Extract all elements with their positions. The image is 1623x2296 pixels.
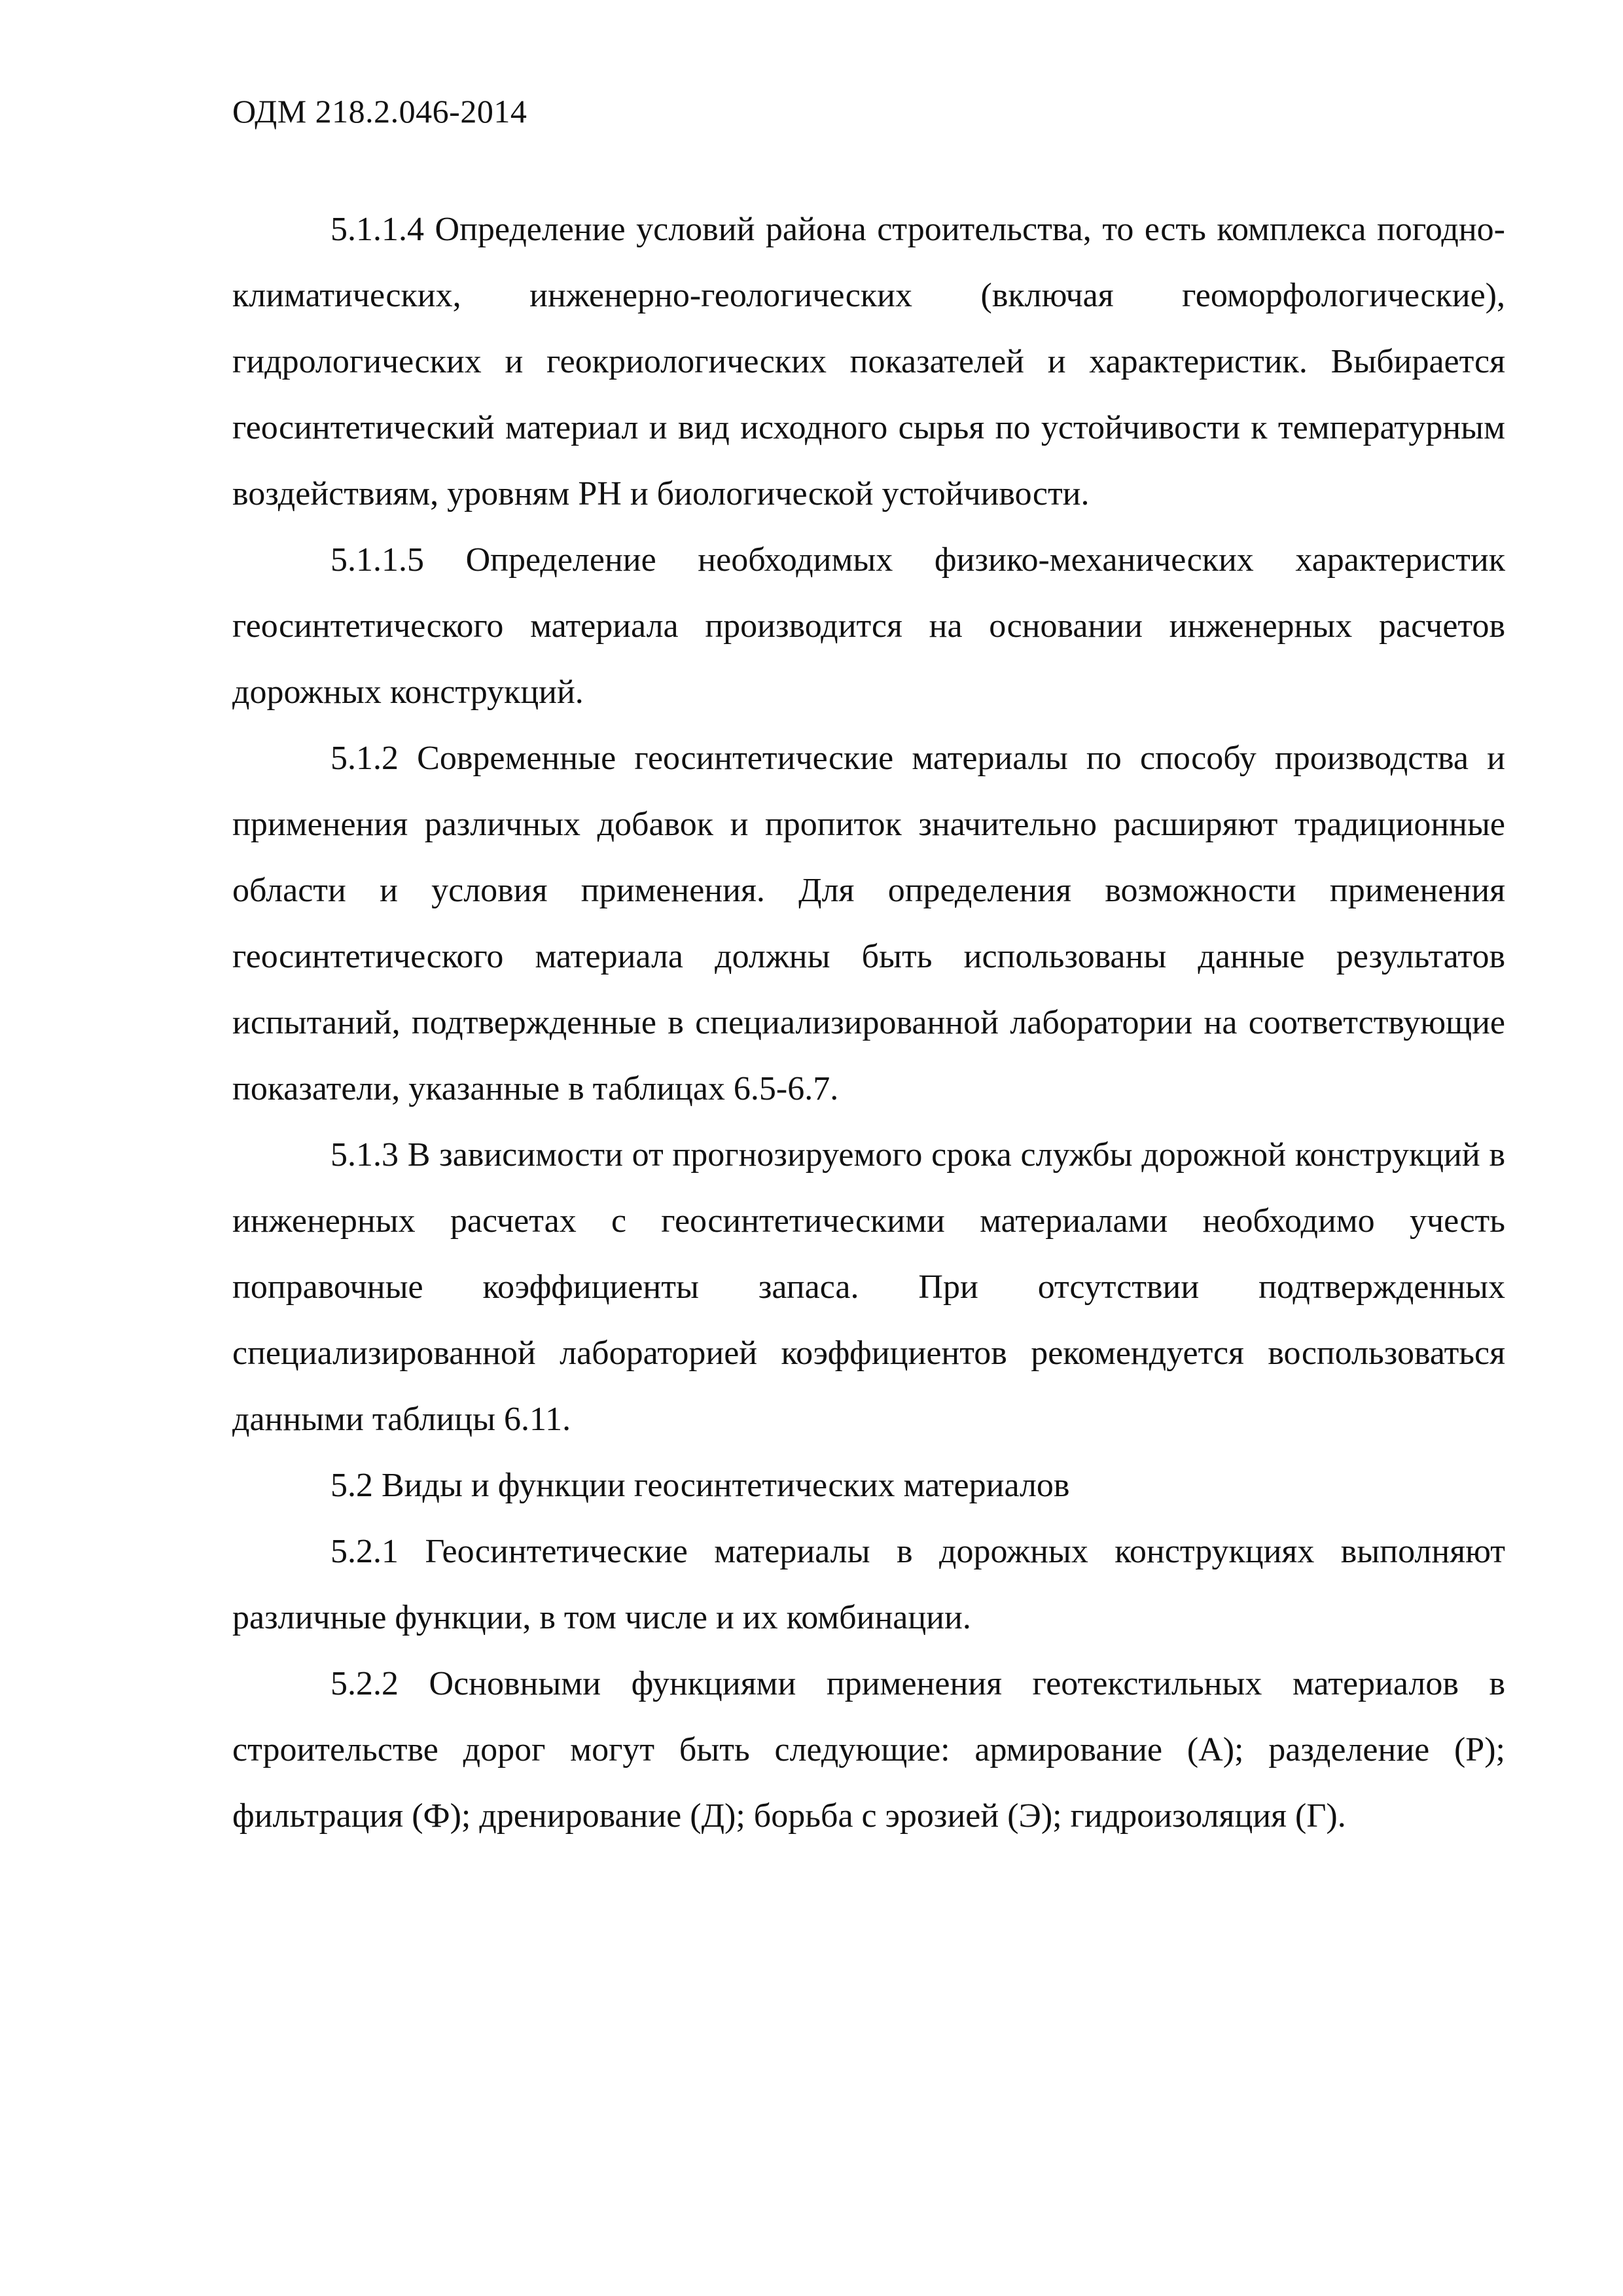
section-heading-5-2: 5.2 Виды и функции геосинтетических материалов — [330, 1467, 1070, 1504]
document-number-header: ОДМ 218.2.046-2014 — [232, 93, 527, 130]
document-body — [232, 196, 1505, 1849]
paragraph-5-1-2: 5.1.2 Современные геосинтетические материалы по способу производства и применения различных добавок и пропиток значительно расширяют традиционные области и условия применения. Для определения возможности применения геосинтетического материала должны быть использованы данные результатов испытаний, подтвержденные в специализированной лаборатории на соответствующие показатели, указанные в таблицах 6.5-6.7. — [232, 740, 1505, 1107]
paragraph-5-1-1-4: 5.1.1.4 Определение условий района строительства, то есть комплекса погодно-климатических, инженерно-геологических (включая геоморфологические), гидрологических и геокриологических показателей и характеристик. Выбирается геосинтетический материал и вид исходного сырья по устойчивости к температурным воздействиям, уровням РН и биологической устойчивости. — [232, 211, 1505, 512]
paragraph-5-2-1: 5.2.1 Геосинтетические материалы в дорожных конструкциях выполняют различные функции, в том числе и их комбинации. — [232, 1533, 1505, 1636]
paragraph-5-1-1-5: 5.1.1.5 Определение необходимых физико-механических характеристик геосинтетического материала производится на основании инженерных расчетов дорожных конструкций. — [232, 541, 1505, 711]
paragraph-5-2-2: 5.2.2 Основными функциями применения геотекстильных материалов в строительстве дорог могут быть следующие: армирование (А); разделение (Р); фильтрация (Ф); дренирование (Д); борьба с эрозией (Э); гидроизоляция (Г). — [232, 1665, 1505, 1835]
paragraph-5-1-3: 5.1.3 В зависимости от прогнозируемого срока службы дорожной конструкций в инженерных расчетах с геосинтетическими материалами необходимо учесть поправочные коэффициенты запаса. При отсутствии подтвержденных специализированной лабораторией коэффициентов рекомендуется воспользоваться данными таблицы 6.11. — [232, 1136, 1505, 1438]
